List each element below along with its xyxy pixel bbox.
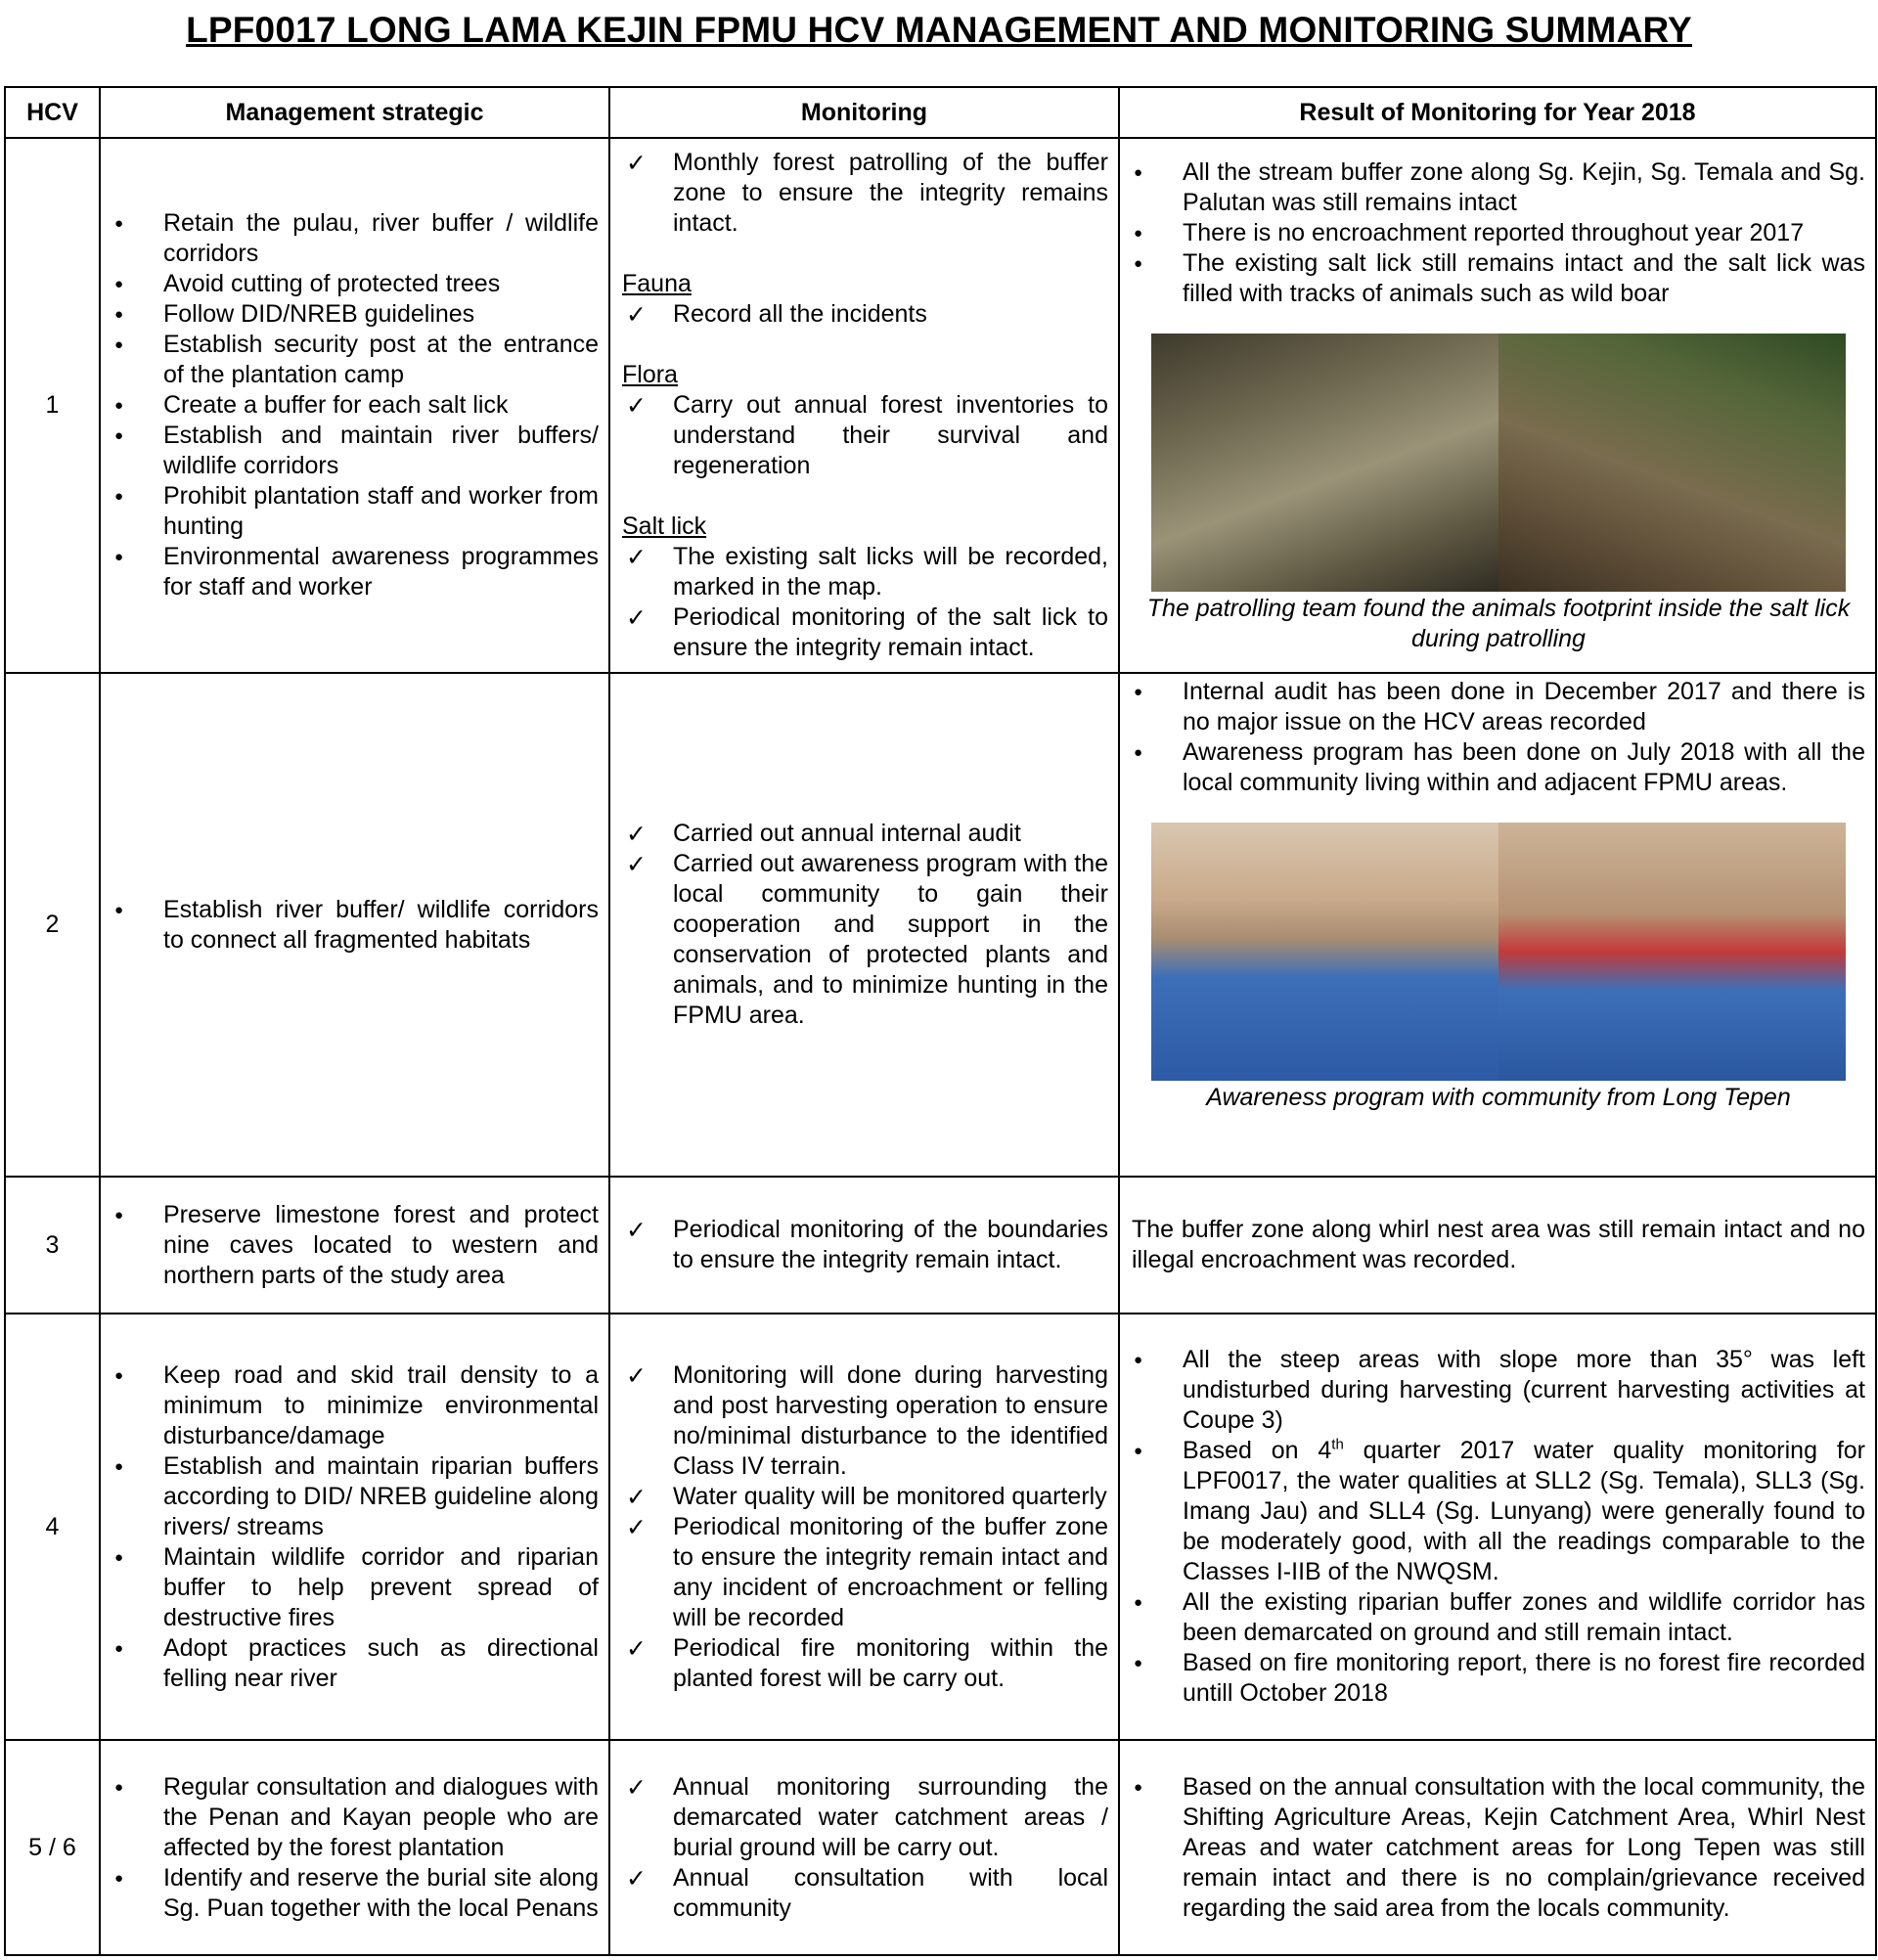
list-item: ✓ Carried out annual internal audit	[622, 819, 1108, 849]
list-item: ✓ Carry out annual forest inventories to understand their survival and regeneration	[622, 390, 1108, 481]
table-row	[5, 138, 1876, 673]
ordinal-suffix: th	[1331, 1436, 1344, 1453]
management-cell	[100, 138, 609, 673]
list-item: ● Internal audit has been done in December 2017 and there is no major issue on the HCV areas recorded	[1132, 677, 1865, 737]
list-item: ● Establish security post at the entrance of the plantation camp	[112, 330, 599, 390]
list-item: ● Avoid cutting of protected trees	[112, 269, 599, 299]
management-cell	[100, 1740, 609, 1955]
photo-caption: The patrolling team found the animals footprint inside the salt lick during patrolling	[1146, 594, 1851, 652]
hcv-number: 5 / 6	[5, 1740, 100, 1955]
community-meeting-photo-left	[1151, 823, 1498, 1081]
monitoring-cell	[609, 138, 1119, 673]
list-item	[1132, 1436, 1865, 1587]
result-cell	[1119, 1740, 1876, 1955]
header-result: Result of Monitoring for Year 2018	[1119, 87, 1876, 138]
list-item: ● Regular consultation and dialogues with the Penan and Kayan people who are affected by the forest plantation	[112, 1772, 599, 1863]
list-item: ● Adopt practices such as directional felling near river	[112, 1633, 599, 1694]
list-item: ● The existing salt lick still remains intact and the salt lick was filled with tracks of animals such as wild boar	[1132, 248, 1865, 309]
list-item: ✓ Periodical monitoring of the salt lick to ensure the integrity remain intact.	[622, 602, 1108, 663]
table-row	[5, 1740, 1876, 1955]
hcv-number: 1	[5, 138, 100, 673]
forest-floor-photo	[1151, 334, 1498, 592]
list-item: ● Create a buffer for each salt lick	[112, 390, 599, 421]
photo-caption: Awareness program with community from Long Tepen	[1206, 1084, 1791, 1111]
list-item-text: Based on 4	[1183, 1437, 1332, 1464]
table-row	[5, 1314, 1876, 1740]
list-item-text: quarter 2017 water quality monitoring for LPF0017, the water qualities at SLL2 (Sg. Temala), SLL3 (Sg. Imang Jau) and SLL4 (Sg. Lunyang) were generally found to be moderately good, with all the readings comparable to the Classes I-IIB of the NWQSM.	[1183, 1437, 1865, 1585]
list-item: ● Maintain wildlife corridor and riparian buffer to help prevent spread of destructive fires	[112, 1542, 599, 1633]
list-item: ✓ Water quality will be monitored quarterly	[622, 1482, 1108, 1512]
list-item: ● There is no encroachment reported throughout year 2017	[1132, 218, 1865, 248]
hcv-number: 3	[5, 1177, 100, 1314]
list-item: ✓ Record all the incidents	[622, 299, 1108, 330]
list-item: ● Establish and maintain riparian buffers according to DID/ NREB guideline along rivers/ streams	[112, 1451, 599, 1542]
list-item: ● Identify and reserve the burial site along Sg. Puan together with the local Penans	[112, 1863, 599, 1924]
header-management: Management strategic	[100, 87, 609, 138]
header-hcv: HCV	[5, 87, 100, 138]
monitoring-cell	[609, 673, 1119, 1177]
header-monitoring: Monitoring	[609, 87, 1119, 138]
monitoring-cell	[609, 1740, 1119, 1955]
list-item: ● Retain the pulau, river buffer / wildlife corridors	[112, 208, 599, 269]
list-item: ✓ Periodical monitoring of the boundaries to ensure the integrity remain intact.	[622, 1215, 1108, 1275]
result-cell	[1119, 1314, 1876, 1740]
animal-tracks-photo	[1498, 334, 1846, 592]
awareness-program-photo	[1151, 823, 1846, 1081]
monitoring-cell	[609, 1177, 1119, 1314]
list-item: ● Establish and maintain river buffers/ wildlife corridors	[112, 421, 599, 481]
list-item: ✓ Monthly forest patrolling of the buffer zone to ensure the integrity remains intact.	[622, 148, 1108, 239]
list-item: ● All the stream buffer zone along Sg. Kejin, Sg. Temala and Sg. Palutan was still remains intact	[1132, 157, 1865, 218]
list-item: ● Establish river buffer/ wildlife corridors to connect all fragmented habitats	[112, 895, 599, 956]
salt-lick-photo	[1151, 334, 1846, 592]
list-item: ✓ Annual consultation with local community	[622, 1863, 1108, 1924]
result-cell: The buffer zone along whirl nest area was still remain intact and no illegal encroachment was recorded.	[1119, 1177, 1876, 1314]
list-item: ● All the steep areas with slope more than 35° was left undisturbed during harvesting (current harvesting activities at Coupe 3)	[1132, 1345, 1865, 1436]
hcv-number: 2	[5, 673, 100, 1177]
list-item: ✓ Annual monitoring surrounding the demarcated water catchment areas / burial ground will be carry out.	[622, 1772, 1108, 1863]
fauna-heading: Fauna	[622, 270, 692, 297]
result-cell	[1119, 673, 1876, 1177]
list-item: ● Awareness program has been done on July 2018 with all the local community living within and adjacent FPMU areas.	[1132, 737, 1865, 798]
table-header-row	[5, 87, 1876, 138]
list-item: ✓ The existing salt licks will be recorded, marked in the map.	[622, 542, 1108, 602]
list-item: ● All the existing riparian buffer zones and wildlife corridor has been demarcated on ground and still remain intact.	[1132, 1587, 1865, 1648]
list-item: ✓ Periodical fire monitoring within the planted forest will be carry out.	[622, 1633, 1108, 1694]
list-item: ● Keep road and skid trail density to a minimum to minimize environmental disturbance/damage	[112, 1360, 599, 1451]
management-cell	[100, 1314, 609, 1740]
list-item: ● Based on fire monitoring report, there is no forest fire recorded untill October 2018	[1132, 1648, 1865, 1709]
page-title: LPF0017 LONG LAMA KEJIN FPMU HCV MANAGEMENT AND MONITORING SUMMARY	[186, 10, 1692, 50]
table-row	[5, 1177, 1876, 1314]
list-item: ✓ Periodical monitoring of the buffer zone to ensure the integrity remain intact and any incident of encroachment or felling will be recorded	[622, 1512, 1108, 1633]
hcv-summary-table	[4, 86, 1877, 1956]
management-cell	[100, 1177, 609, 1314]
result-cell	[1119, 138, 1876, 673]
list-item: ✓ Carried out awareness program with the local community to gain their cooperation and support in the conservation of protected plants and animals, and to minimize hunting in the FPMU area.	[622, 849, 1108, 1031]
list-item: ● Preserve limestone forest and protect nine caves located to western and northern parts of the study area	[112, 1200, 599, 1291]
list-item: ● Prohibit plantation staff and worker from hunting	[112, 481, 599, 542]
community-meeting-photo-right	[1498, 823, 1846, 1081]
list-item: ● Environmental awareness programmes for staff and worker	[112, 542, 599, 602]
list-item: ✓ Monitoring will done during harvesting and post harvesting operation to ensure no/minimal disturbance to the identified Class IV terrain.	[622, 1360, 1108, 1482]
salt-lick-heading: Salt lick	[622, 512, 707, 540]
monitoring-cell	[609, 1314, 1119, 1740]
list-item: ● Based on the annual consultation with the local community, the Shifting Agriculture Areas, Kejin Catchment Area, Whirl Nest Areas and water catchment areas for Long Tepen was still remain intact and there is no complain/grievance received regarding the said area from the locals community.	[1132, 1772, 1865, 1924]
management-cell	[100, 673, 609, 1177]
list-item: ● Follow DID/NREB guidelines	[112, 299, 599, 330]
hcv-number: 4	[5, 1314, 100, 1740]
flora-heading: Flora	[622, 361, 678, 388]
table-row	[5, 673, 1876, 1177]
